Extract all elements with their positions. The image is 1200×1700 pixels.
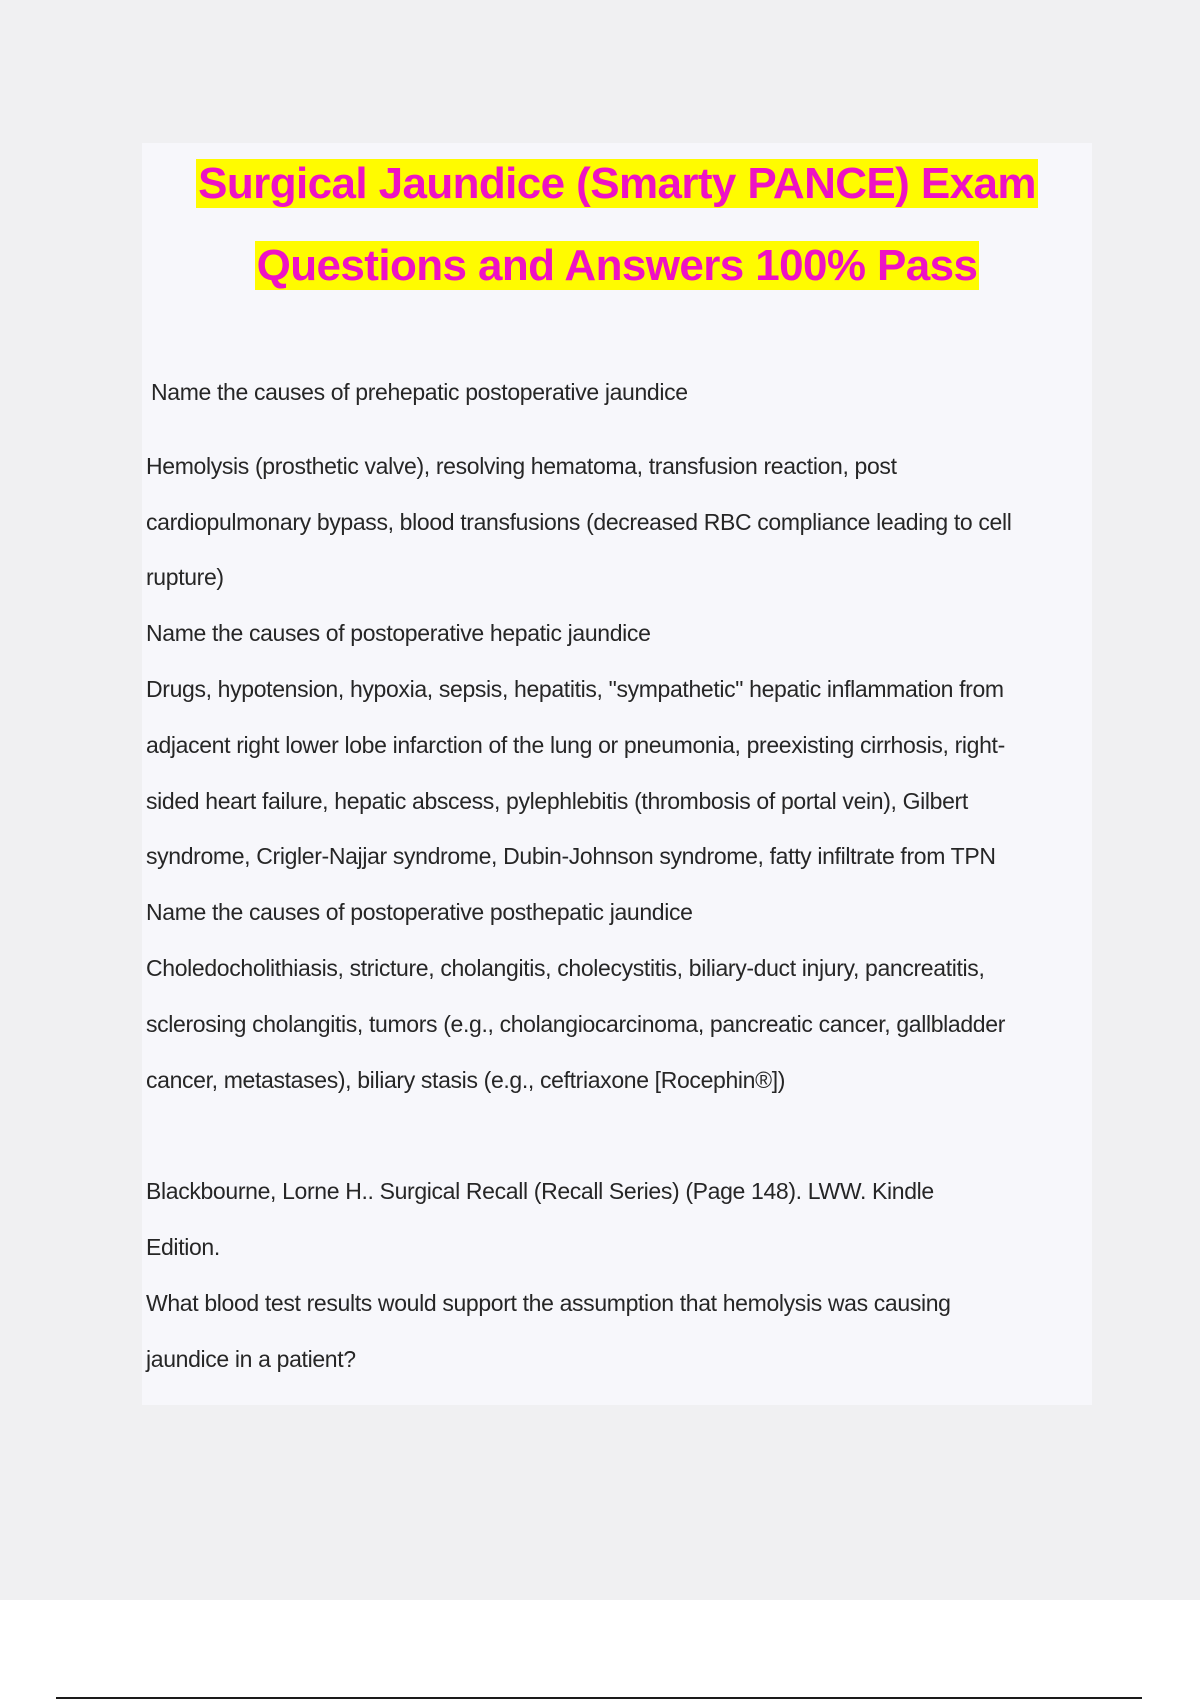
question-posthepatic: Name the causes of postoperative posthepatic jaundice: [146, 899, 693, 926]
citation-line-2: Edition.: [146, 1233, 220, 1260]
answer-hepatic-line-4: syndrome, Crigler-Najjar syndrome, Dubin-Johnson syndrome, fatty infiltrate from TPN: [146, 843, 996, 870]
answer-hepatic-line-3: sided heart failure, hepatic abscess, pylephlebitis (thrombosis of portal vein), Gilbert: [146, 787, 968, 814]
title-line-1: Surgical Jaundice (Smarty PANCE) Exam: [198, 159, 1036, 208]
paragraph-gap: [146, 1108, 1091, 1164]
question-blood-test-line-1: What blood test results would support the assumption that hemolysis was causing: [146, 1289, 951, 1316]
answer-posthepatic-line-3: cancer, metastases), biliary stasis (e.g., ceftriaxone [Rocephin®]): [146, 1066, 786, 1093]
question-hepatic: Name the causes of postoperative hepatic jaundice: [146, 620, 651, 647]
footer-divider: [56, 1697, 1142, 1699]
answer-hepatic-line-1: Drugs, hypotension, hypoxia, sepsis, hepatitis, "sympathetic" hepatic inflammation from: [146, 675, 1004, 702]
citation-line-1: Blackbourne, Lorne H.. Surgical Recall (Recall Series) (Page 148). LWW. Kindle: [146, 1178, 934, 1205]
document-content: [142, 143, 1092, 1405]
answer-posthepatic-line-2: sclerosing cholangitis, tumors (e.g., cholangiocarcinoma, pancreatic cancer, gallbladder: [146, 1010, 1006, 1037]
answer-prehepatic-line-3: rupture): [146, 564, 224, 591]
title-line-2: Questions and Answers 100% Pass: [256, 241, 978, 290]
answer-prehepatic-line-2: cardiopulmonary bypass, blood transfusions (decreased RBC compliance leading to cell: [146, 508, 1012, 535]
answer-prehepatic-line-1: Hemolysis (prosthetic valve), resolving hematoma, transfusion reaction, post: [146, 452, 897, 479]
document-body: [146, 365, 1091, 1387]
question-prehepatic: Name the causes of prehepatic postoperative jaundice: [151, 379, 688, 405]
question-blood-test-line-2: jaundice in a patient?: [146, 1345, 356, 1372]
answer-hepatic-line-2: adjacent right lower lobe infarction of the lung or pneumonia, preexisting cirrhosis, right-: [146, 731, 1005, 758]
answer-posthepatic-line-1: Choledocholithiasis, stricture, cholangitis, cholecystitis, biliary-duct injury, pancreatitis,: [146, 954, 985, 981]
document-title: [142, 143, 1092, 307]
